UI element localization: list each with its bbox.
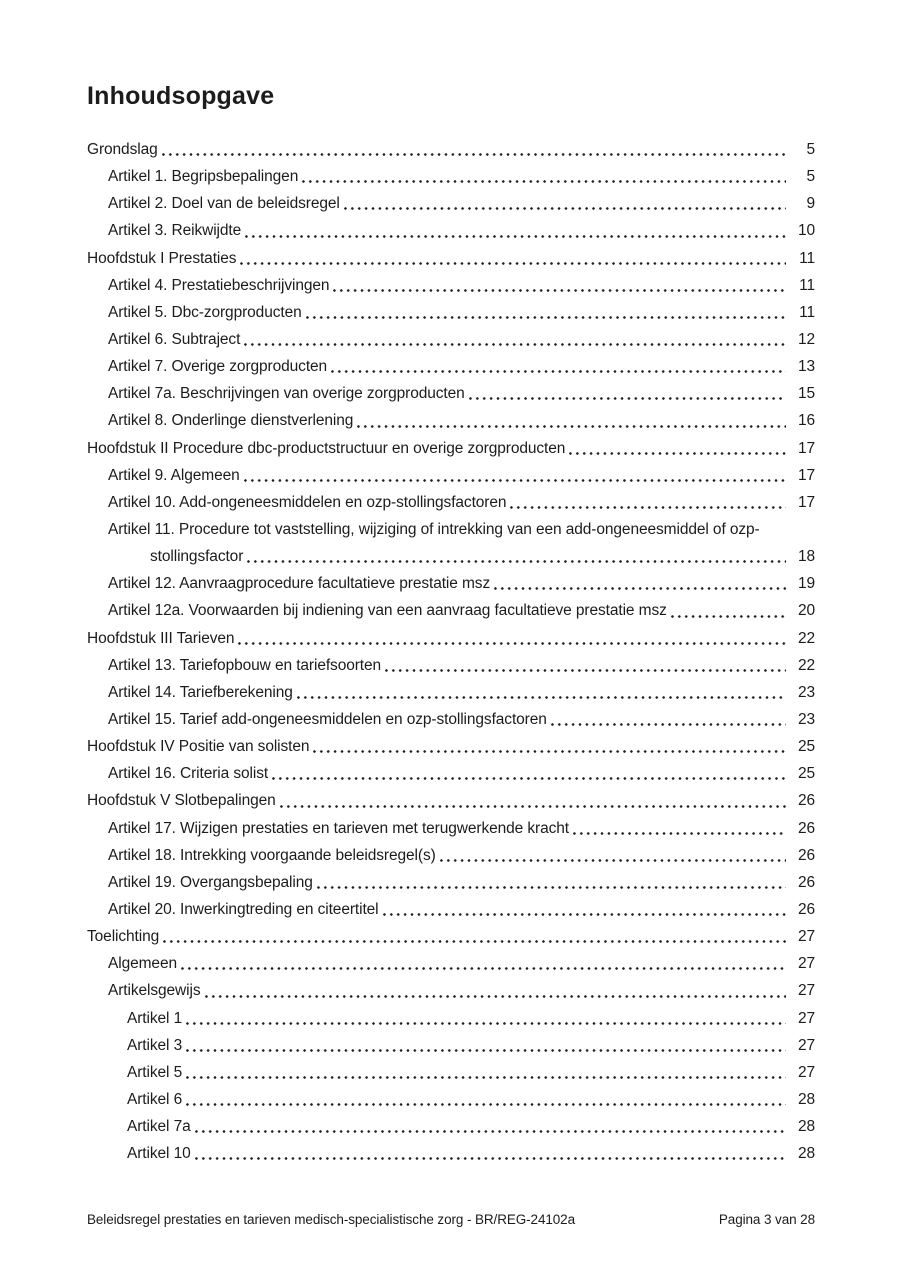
toc-entry[interactable] xyxy=(87,380,815,407)
toc-entry-label: Artikel 10 xyxy=(127,1145,191,1163)
toc-entry-line xyxy=(127,1005,815,1032)
toc-entry[interactable] xyxy=(87,462,815,489)
toc-entry[interactable] xyxy=(87,1086,815,1113)
dot-leader xyxy=(567,435,786,462)
toc-page-number: 27 xyxy=(797,1036,815,1054)
toc-page-number: 28 xyxy=(797,1090,815,1108)
toc-entry-label: Artikel 1. Begripsbepalingen xyxy=(108,168,299,186)
toc-page-number: 15 xyxy=(797,385,815,403)
toc-entry-line xyxy=(108,380,815,407)
toc-entry-line xyxy=(108,706,815,733)
toc-page-number: 26 xyxy=(797,900,815,918)
toc-list xyxy=(87,136,815,1167)
toc-page-number: 17 xyxy=(797,493,815,511)
toc-entry[interactable] xyxy=(87,407,815,434)
toc-page-number: 22 xyxy=(797,629,815,647)
toc-entry-line xyxy=(108,217,815,244)
toc-page-number: 26 xyxy=(797,846,815,864)
toc-page-number: 23 xyxy=(797,710,815,728)
dot-leader xyxy=(203,977,787,1004)
toc-entry[interactable] xyxy=(87,489,815,516)
toc-entry[interactable] xyxy=(87,1059,815,1086)
toc-entry-line xyxy=(108,597,815,624)
toc-entry-line xyxy=(108,815,815,842)
toc-page-number: 23 xyxy=(797,683,815,701)
toc-entry-label: Hoofdstuk III Tarieven xyxy=(87,629,235,647)
dot-leader xyxy=(304,299,786,326)
toc-entry-line xyxy=(108,679,815,706)
toc-page-number: 22 xyxy=(797,656,815,674)
toc-entry-label: Artikel 1 xyxy=(127,1009,183,1027)
dot-leader xyxy=(242,462,786,489)
footer-page-indicator: Pagina 3 van 28 xyxy=(718,1212,815,1227)
toc-entry-line xyxy=(87,625,815,652)
toc-entry-label: Artikel 5. Dbc-zorgproducten xyxy=(108,303,302,321)
toc-page-number: 27 xyxy=(797,955,815,973)
dot-leader xyxy=(245,543,786,570)
toc-page-number: 26 xyxy=(797,792,815,810)
toc-page-number: 12 xyxy=(797,330,815,348)
toc-page-number: 28 xyxy=(797,1145,815,1163)
dot-leader xyxy=(278,787,786,814)
toc-entry-line xyxy=(108,516,815,543)
toc-entry-line xyxy=(108,353,815,380)
toc-page-number: 27 xyxy=(797,1009,815,1027)
toc-entry-line xyxy=(108,407,815,434)
toc-entry-label: Artikel 14. Tariefberekening xyxy=(108,683,293,701)
dot-leader xyxy=(161,923,786,950)
toc-page-number: 27 xyxy=(797,982,815,1000)
toc-entry-label: Toelichting xyxy=(87,928,160,946)
toc-entry-label: Hoofdstuk II Procedure dbc-productstructuur en overige zorgproducten xyxy=(87,439,566,457)
toc-entry[interactable] xyxy=(87,733,815,760)
toc-entry-label: Artikelsgewijs xyxy=(108,982,201,1000)
toc-entry-label: Artikel 9. Algemeen xyxy=(108,466,240,484)
toc-entry-label: Hoofdstuk V Slotbepalingen xyxy=(87,792,276,810)
dot-leader xyxy=(238,245,786,272)
toc-entry-line xyxy=(87,923,815,950)
toc-entry-line xyxy=(108,299,815,326)
toc-entry-line xyxy=(127,1113,815,1140)
toc-entry-line xyxy=(108,272,815,299)
toc-page-number: 16 xyxy=(797,412,815,430)
toc-page-number: 11 xyxy=(799,249,815,267)
toc-entry[interactable] xyxy=(87,842,815,869)
toc-entry[interactable] xyxy=(87,326,815,353)
toc-entry-line xyxy=(87,435,815,462)
toc-entry-label: Artikel 11. Procedure tot vaststelling, wijziging of intrekking van een add-ongeneesmiddel of ozp- xyxy=(108,520,760,538)
dot-leader xyxy=(243,217,786,244)
toc-entry-label: Artikel 20. Inwerkingtreding en citeertitel xyxy=(108,900,379,918)
dot-leader xyxy=(236,625,786,652)
toc-entry[interactable] xyxy=(87,163,815,190)
toc-page-number: 25 xyxy=(797,765,815,783)
toc-entry-label: Artikel 7. Overige zorgproducten xyxy=(108,358,328,376)
dot-leader xyxy=(549,706,786,733)
dot-leader xyxy=(381,896,786,923)
dot-leader xyxy=(184,1005,786,1032)
dot-leader xyxy=(300,163,786,190)
toc-entry-line xyxy=(108,760,815,787)
toc-entry-label: Artikel 8. Onderlinge dienstverlening xyxy=(108,412,354,430)
toc-page-number: 9 xyxy=(806,195,815,213)
toc-page-number: 18 xyxy=(797,548,815,566)
toc-entry-line xyxy=(108,977,815,1004)
toc-page-number: 10 xyxy=(797,222,815,240)
footer-document-reference: Beleidsregel prestaties en tarieven medisch-specialistische zorg - BR/REG-24102a xyxy=(87,1212,575,1227)
dot-leader xyxy=(383,652,786,679)
dot-leader xyxy=(184,1086,786,1113)
dot-leader xyxy=(342,190,786,217)
toc-page-number: 20 xyxy=(797,602,815,620)
toc-entry-label: Artikel 3 xyxy=(127,1036,183,1054)
toc-entry-label: Artikel 15. Tarief add-ongeneesmiddelen en ozp-stollingsfactoren xyxy=(108,710,547,728)
dot-leader xyxy=(331,272,786,299)
toc-entry-label: stollingsfactor xyxy=(150,548,244,566)
toc-entry-line xyxy=(108,543,815,570)
toc-entry-line xyxy=(127,1086,815,1113)
toc-entry-label: Artikel 7a. Beschrijvingen van overige zorgproducten xyxy=(108,385,465,403)
toc-page-number: 28 xyxy=(797,1118,815,1136)
dot-leader xyxy=(160,136,786,163)
toc-entry[interactable] xyxy=(87,190,815,217)
dot-leader xyxy=(467,380,786,407)
dot-leader xyxy=(315,869,786,896)
toc-entry[interactable] xyxy=(87,245,815,272)
toc-entry[interactable] xyxy=(87,760,815,787)
toc-entry-line xyxy=(108,896,815,923)
toc-entry-label: Artikel 6. Subtraject xyxy=(108,330,241,348)
toc-entry[interactable] xyxy=(87,679,815,706)
toc-entry[interactable] xyxy=(87,570,815,597)
toc-entry-line xyxy=(87,787,815,814)
toc-entry[interactable] xyxy=(87,1113,815,1140)
toc-entry[interactable] xyxy=(87,625,815,652)
toc-entry-label: Artikel 12. Aanvraagprocedure facultatieve prestatie msz xyxy=(108,575,491,593)
toc-entry-label: Artikel 6 xyxy=(127,1090,183,1108)
toc-entry-label: Artikel 5 xyxy=(127,1063,183,1081)
toc-entry-line xyxy=(108,326,815,353)
toc-entry-label: Artikel 13. Tariefopbouw en tariefsoorten xyxy=(108,656,382,674)
toc-entry-label: Artikel 3. Reikwijdte xyxy=(108,222,242,240)
toc-entry[interactable] xyxy=(87,597,815,624)
toc-entry[interactable] xyxy=(87,272,815,299)
toc-entry[interactable] xyxy=(87,1032,815,1059)
toc-entry-line xyxy=(108,869,815,896)
dot-leader xyxy=(669,597,786,624)
toc-page-number: 5 xyxy=(806,141,815,158)
toc-entry-label: Artikel 19. Overgangsbepaling xyxy=(108,873,313,891)
dot-leader xyxy=(438,842,786,869)
toc-entry[interactable] xyxy=(87,652,815,679)
toc-page-number: 26 xyxy=(797,873,815,891)
toc-entry-line xyxy=(108,842,815,869)
toc-entry-line xyxy=(87,733,815,760)
dot-leader xyxy=(311,733,786,760)
toc-entry-line xyxy=(108,489,815,516)
toc-entry-label: Artikel 2. Doel van de beleidsregel xyxy=(108,195,340,213)
toc-page-number: 11 xyxy=(799,276,815,294)
toc-entry-line xyxy=(87,136,815,163)
toc-entry[interactable] xyxy=(87,950,815,977)
toc-page-number: 5 xyxy=(806,168,815,186)
toc-entry-line xyxy=(127,1140,815,1167)
toc-entry[interactable] xyxy=(87,1005,815,1032)
toc-page-number: 26 xyxy=(797,819,815,837)
toc-page-number: 27 xyxy=(797,928,815,946)
toc-entry-line xyxy=(108,190,815,217)
toc-entry[interactable] xyxy=(87,896,815,923)
dot-leader xyxy=(355,407,786,434)
toc-entry-label: Hoofdstuk I Prestaties xyxy=(87,249,237,267)
toc-entry-label: Artikel 7a xyxy=(127,1118,191,1136)
toc-page-number: 19 xyxy=(797,575,815,593)
footer xyxy=(87,1212,815,1227)
toc-entry-label: Grondslag xyxy=(87,141,158,158)
toc-page-number: 17 xyxy=(797,439,815,457)
toc-entry[interactable] xyxy=(87,977,815,1004)
toc-entry-line xyxy=(108,462,815,489)
toc-entry-label: Artikel 18. Intrekking voorgaande beleidsregel(s) xyxy=(108,846,436,864)
toc-entry[interactable] xyxy=(87,1140,815,1167)
toc-entry[interactable] xyxy=(87,706,815,733)
dot-leader xyxy=(242,326,786,353)
dot-leader xyxy=(184,1032,786,1059)
dot-leader xyxy=(193,1113,786,1140)
toc-entry[interactable] xyxy=(87,516,815,570)
toc-page-number: 27 xyxy=(797,1063,815,1081)
toc-entry-label: Artikel 10. Add-ongeneesmiddelen en ozp-stollingsfactoren xyxy=(108,493,507,511)
page-title: Inhoudsopgave xyxy=(87,82,275,110)
toc-entry[interactable] xyxy=(87,923,815,950)
toc-entry-line xyxy=(108,570,815,597)
dot-leader xyxy=(179,950,786,977)
toc-entry-label: Artikel 17. Wijzigen prestaties en tarieven met terugwerkende kracht xyxy=(108,819,570,837)
toc-entry[interactable] xyxy=(87,353,815,380)
dot-leader xyxy=(184,1059,786,1086)
toc-entry-label: Artikel 16. Criteria solist xyxy=(108,765,269,783)
dot-leader xyxy=(329,353,786,380)
toc-entry[interactable] xyxy=(87,869,815,896)
dot-leader xyxy=(571,815,786,842)
toc-page-number: 11 xyxy=(799,303,815,321)
dot-leader xyxy=(270,760,786,787)
toc-entry-line xyxy=(108,950,815,977)
toc-entry-line xyxy=(87,245,815,272)
toc-entry-label: Algemeen xyxy=(108,955,177,973)
dot-leader xyxy=(295,679,786,706)
toc-page-number: 25 xyxy=(797,738,815,756)
toc-entry[interactable] xyxy=(87,217,815,244)
dot-leader xyxy=(508,489,786,516)
toc-entry-label: Hoofdstuk IV Positie van solisten xyxy=(87,738,310,756)
dot-leader xyxy=(193,1140,786,1167)
toc-entry-label: Artikel 4. Prestatiebeschrijvingen xyxy=(108,276,330,294)
toc-entry[interactable] xyxy=(87,299,815,326)
toc-entry[interactable] xyxy=(87,787,815,814)
dot-leader xyxy=(492,570,786,597)
toc-entry[interactable] xyxy=(87,435,815,462)
toc-entry-line xyxy=(108,163,815,190)
toc-entry-line xyxy=(108,652,815,679)
toc-page-number: 17 xyxy=(797,466,815,484)
toc-entry-line xyxy=(127,1032,815,1059)
toc-page-number: 13 xyxy=(797,358,815,376)
toc-entry-label: Artikel 12a. Voorwaarden bij indiening van een aanvraag facultatieve prestatie msz xyxy=(108,602,667,620)
toc-entry-line xyxy=(127,1059,815,1086)
toc-entry[interactable] xyxy=(87,815,815,842)
toc-entry[interactable] xyxy=(87,136,815,163)
